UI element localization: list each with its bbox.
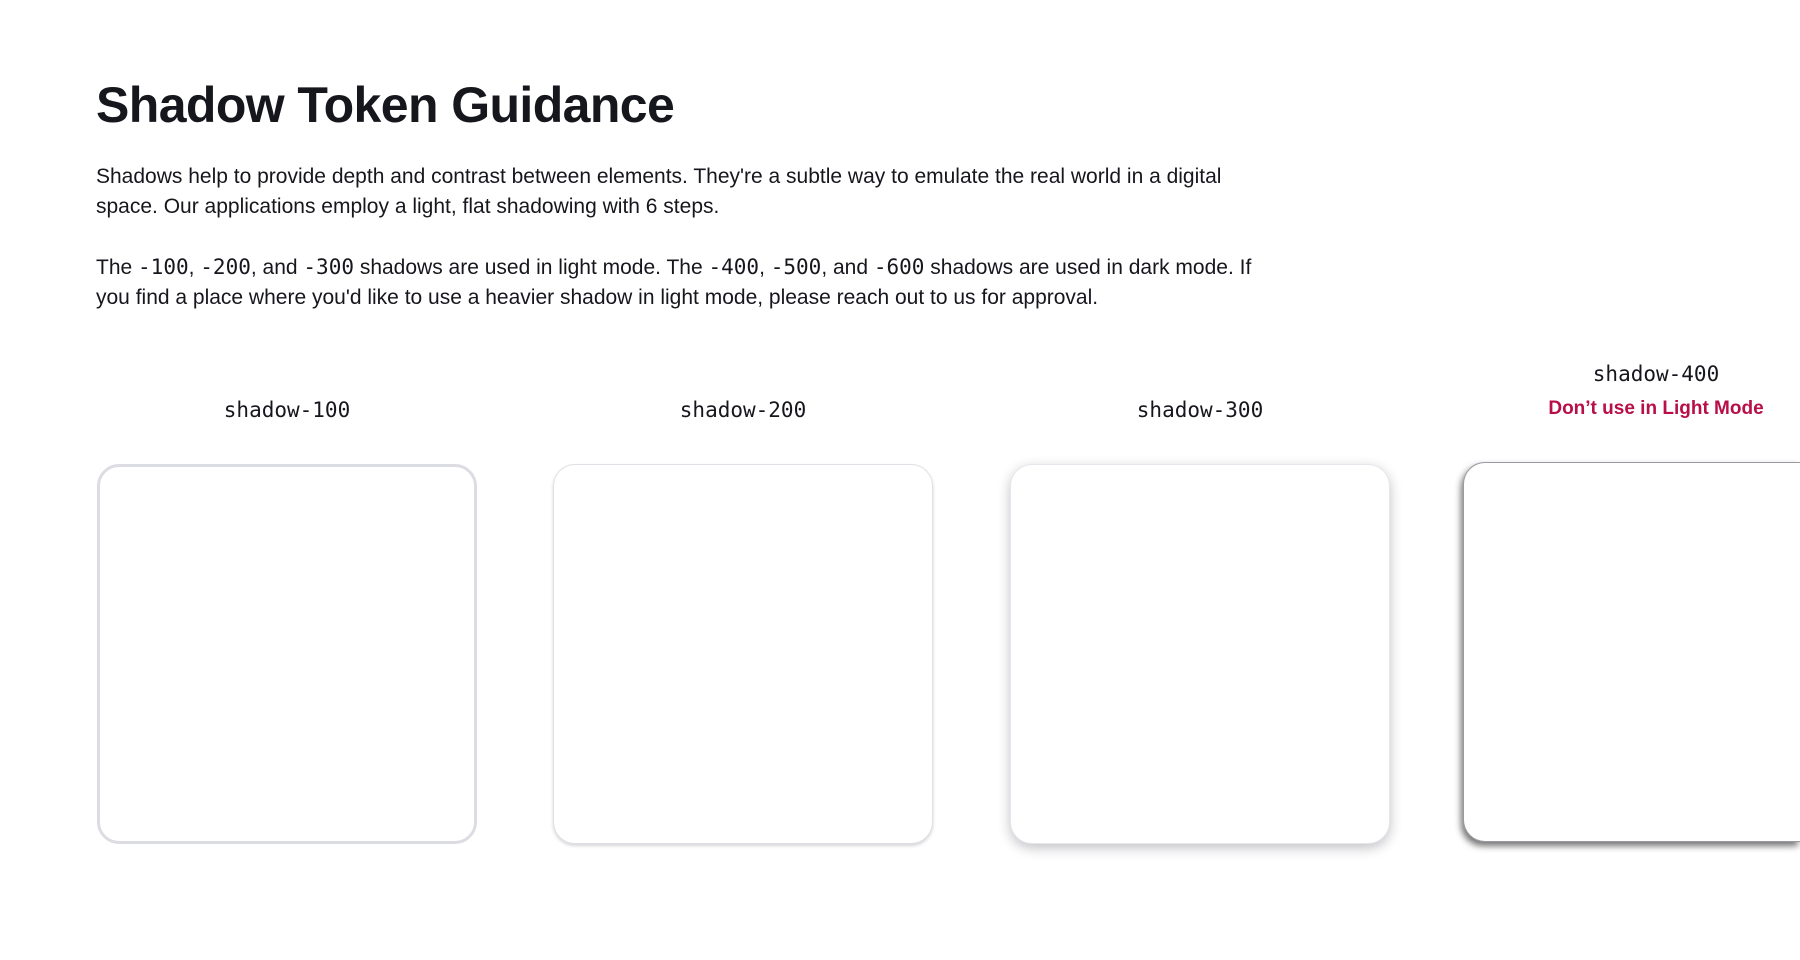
usage-text: ,: [188, 256, 201, 279]
token-code: -100: [138, 255, 189, 279]
shadow-400-card: [1463, 462, 1800, 842]
usage-paragraph: [96, 252, 1256, 313]
shadow-300-card: [1010, 464, 1390, 844]
shadow-300-heading: [1010, 396, 1390, 424]
token-code: -200: [200, 255, 251, 279]
shadow-100-card: [97, 464, 477, 844]
shadow-200-card: [553, 464, 933, 844]
shadow-200-label: shadow-200: [679, 398, 807, 422]
token-code: -600: [873, 255, 925, 279]
usage-text: ,: [759, 256, 771, 279]
shadow-400-label: shadow-400: [1592, 362, 1720, 386]
usage-text: shadows are used in light mode. The: [353, 256, 709, 279]
light-mode-warning: Don’t use in Light Mode: [1548, 398, 1764, 419]
usage-text: , and: [250, 256, 304, 279]
shadow-400-heading: [1466, 360, 1800, 422]
shadow-100-label: shadow-100: [223, 398, 351, 422]
usage-text: shadows are used in dark mode. If you find a place where you'd like to use a heavier shadow in light mode, please reach out to us for approval.: [96, 256, 1252, 309]
shadow-300-label: shadow-300: [1136, 398, 1264, 422]
shadow-100-heading: [97, 396, 477, 424]
usage-text: , and: [821, 256, 874, 279]
token-code: -300: [303, 255, 354, 279]
usage-text: The: [96, 256, 139, 279]
page-title: Shadow Token Guidance: [96, 77, 675, 133]
token-code: -500: [770, 255, 822, 279]
intro-paragraph: Shadows help to provide depth and contrast between elements. They're a subtle way to emulate the real world in a digital space. Our applications employ a light, flat shadowing with 6 steps.: [96, 165, 1222, 218]
shadow-200-heading: [553, 396, 933, 424]
token-code: -400: [708, 255, 760, 279]
